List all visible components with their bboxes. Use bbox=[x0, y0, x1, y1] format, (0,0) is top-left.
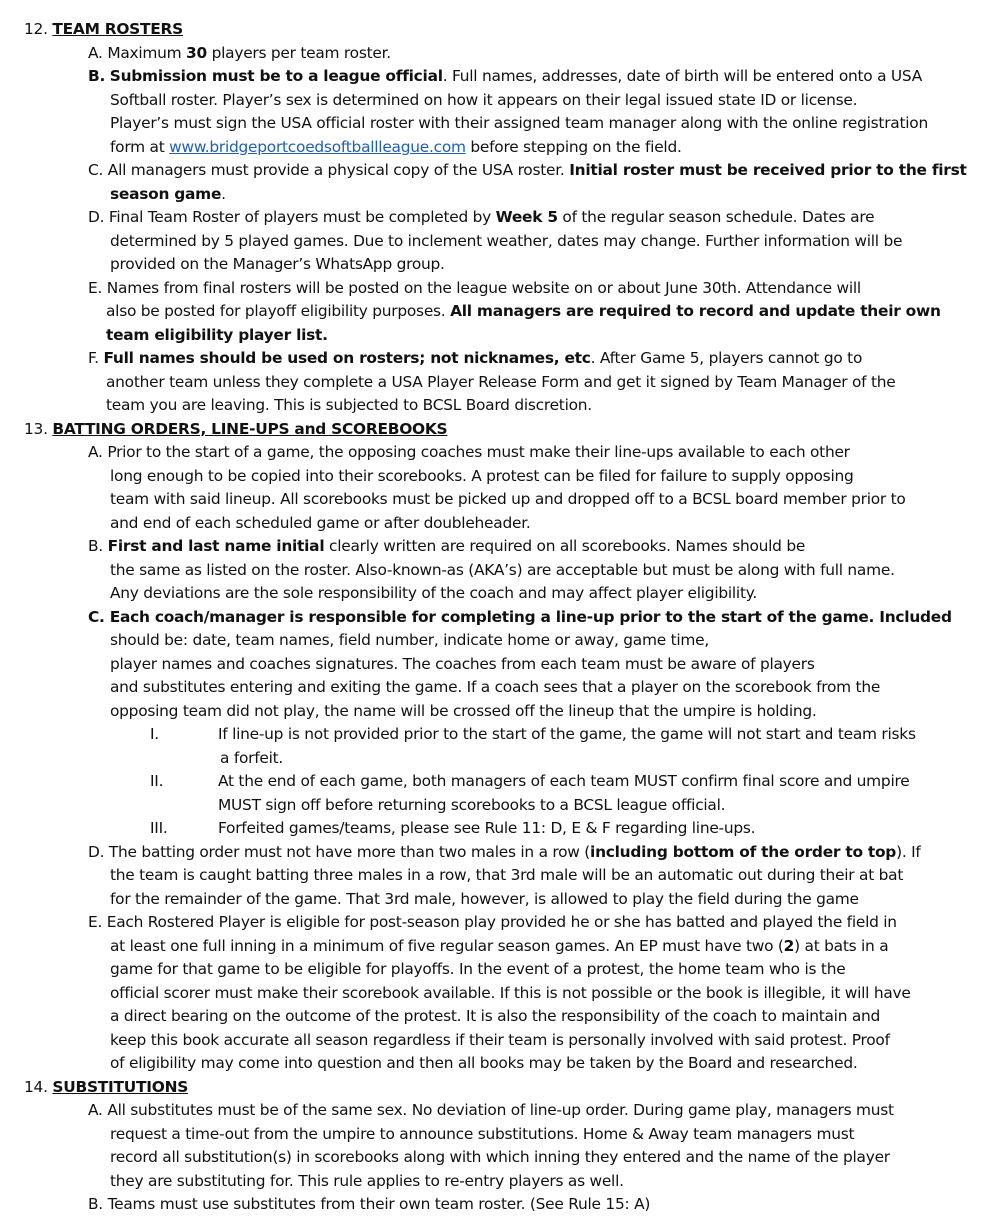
rule-12f-line3: team you are leaving. This is subjected to BCSL Board discretion. bbox=[106, 396, 592, 414]
item-label: E. bbox=[88, 279, 103, 297]
rule-13c-line4: and substitutes entering and exiting the game. If a coach sees that a player on the scorebook from the bbox=[110, 678, 881, 696]
rule-13c-line5: opposing team did not play, the name will be crossed off the lineup that the umpire is holding. bbox=[110, 702, 817, 720]
section-title: SUBSTITUTIONS bbox=[52, 1078, 189, 1096]
rule-13c-iii-line1: Forfeited games/teams, please see Rule 11: D, E & F regarding line-ups. bbox=[218, 819, 756, 837]
rule-13e-line2 bbox=[110, 935, 888, 958]
item-label: B. bbox=[88, 1195, 103, 1213]
rule-text: Each Rostered Player is eligible for post-season play provided he or she has batted and played the field in bbox=[106, 913, 897, 931]
rule-bold-text: Each coach/manager is responsible for completing a line-up prior to the start of the game. Included bbox=[109, 608, 952, 626]
rule-text: at least one full inning in a minimum of five regular season games. An EP must have two ( bbox=[110, 937, 784, 955]
item-label: E. bbox=[88, 913, 103, 931]
section-number: 13. bbox=[24, 420, 48, 438]
rule-text: of the regular season schedule. Dates are bbox=[557, 208, 875, 226]
item-label: D. bbox=[88, 208, 105, 226]
rule-13e-line7: of eligibility may come into question and then all books may be taken by the Board and researched. bbox=[110, 1054, 858, 1072]
section-12-heading bbox=[24, 18, 183, 41]
rule-13d-line2: the team is caught batting three males in a row, that 3rd male will be an automatic out during their at bat bbox=[110, 866, 904, 884]
rule-text: . bbox=[221, 185, 226, 203]
rule-text: Maximum bbox=[107, 44, 187, 62]
rule-13e-line3: game for that game to be eligible for playoffs. In the event of a protest, the home team who is the bbox=[110, 960, 846, 978]
rule-bold-text: team eligibility player list. bbox=[106, 326, 328, 344]
item-label: C. bbox=[88, 161, 104, 179]
rule-12a bbox=[88, 42, 391, 65]
rule-bold-text: including bottom of the order to top bbox=[590, 843, 897, 861]
item-label: F. bbox=[88, 349, 99, 367]
rule-13a-line2: long enough to be copied into their scorebooks. A protest can be filed for failure to supply opposing bbox=[110, 467, 854, 485]
rule-text: before stepping on the field. bbox=[465, 138, 682, 156]
rule-text: Teams must use substitutes from their own team roster. (See Rule 15: A) bbox=[107, 1195, 651, 1213]
rule-text: Names from final rosters will be posted on the league website on or about June 30th. Attendance will bbox=[106, 279, 861, 297]
rule-13d-line3: for the remainder of the game. That 3rd male, however, is allowed to play the field during the game bbox=[110, 890, 859, 908]
rule-bold-text: 2 bbox=[783, 937, 795, 955]
roman-numeral: I. bbox=[150, 725, 159, 743]
section-number: 12. bbox=[24, 20, 48, 38]
roman-numeral: II. bbox=[150, 772, 164, 790]
rule-13c-i-line2: a forfeit. bbox=[220, 749, 284, 767]
rule-14a-line2: request a time-out from the umpire to announce substitutions. Home & Away team managers must bbox=[110, 1125, 855, 1143]
rule-12c-line2 bbox=[110, 183, 226, 206]
rule-text: . Full names, addresses, date of birth will be entered onto a USA bbox=[442, 67, 923, 85]
rule-13c-i-line1: If line-up is not provided prior to the start of the game, the game will not start and team risks bbox=[218, 725, 916, 743]
rule-14b-line1 bbox=[88, 1193, 650, 1216]
rule-bold-text: First and last name initial bbox=[107, 537, 325, 555]
rule-12e-line1 bbox=[88, 277, 861, 300]
rule-bold-text: season game bbox=[110, 185, 222, 203]
league-website-link[interactable]: www.bridgeportcoedsoftballleague.com bbox=[169, 138, 466, 156]
rule-text: All managers must provide a physical copy of the USA roster. bbox=[107, 161, 570, 179]
rule-13b-line3: Any deviations are the sole responsibility of the coach and may affect player eligibility. bbox=[110, 584, 758, 602]
rule-text: form at bbox=[110, 138, 170, 156]
rule-13b-line2: the same as listed on the roster. Also-known-as (AKA’s) are acceptable but must be along with full name. bbox=[110, 561, 895, 579]
rule-12e-line3 bbox=[106, 324, 328, 347]
rule-bold-text: Week 5 bbox=[495, 208, 558, 226]
rule-13d-line1 bbox=[88, 841, 921, 864]
rule-13e-line4: official scorer must make their scorebook available. If this is not possible or the book is illegible, it will have bbox=[110, 984, 911, 1002]
rule-14a-line4: they are substituting for. This rule applies to re-entry players as well. bbox=[110, 1172, 624, 1190]
section-number: 14. bbox=[24, 1078, 48, 1096]
rule-text: also be posted for playoff eligibility purposes. bbox=[106, 302, 451, 320]
rule-bold-text: Initial roster must be received prior to the first bbox=[569, 161, 967, 179]
rule-13a-line3: team with said lineup. All scorebooks must be picked up and dropped off to a BCSL board member prior to bbox=[110, 490, 906, 508]
item-label: C. bbox=[88, 608, 105, 626]
rule-12c-line1 bbox=[88, 159, 967, 182]
rule-12f-line1 bbox=[88, 347, 862, 370]
section-title: BATTING ORDERS, LINE-UPS and SCOREBOOKS bbox=[52, 420, 448, 438]
rule-13c-line2: should be: date, team names, field number, indicate home or away, game time, bbox=[110, 631, 709, 649]
rule-text: Final Team Roster of players must be completed by bbox=[108, 208, 496, 226]
item-label: B. bbox=[88, 67, 106, 85]
rule-12d-line3: provided on the Manager’s WhatsApp group. bbox=[110, 255, 445, 273]
item-label: A. bbox=[88, 1101, 103, 1119]
rule-13c-ii-line2: MUST sign off before returning scorebooks to a BCSL league official. bbox=[218, 796, 726, 814]
rule-13c-ii-line1: At the end of each game, both managers of each team MUST confirm final score and umpire bbox=[218, 772, 910, 790]
rule-13e-line5: a direct bearing on the outcome of the protest. It is also the responsibility of the coach to maintain and bbox=[110, 1007, 881, 1025]
rule-text: . After Game 5, players cannot go to bbox=[590, 349, 863, 367]
section-title: TEAM ROSTERS bbox=[52, 20, 183, 38]
item-label: A. bbox=[88, 44, 103, 62]
section-13-heading bbox=[24, 418, 447, 441]
rule-bold-text: 30 bbox=[186, 44, 207, 62]
rule-text: Prior to the start of a game, the opposing coaches must make their line-ups available to each other bbox=[107, 443, 850, 461]
roman-numeral: III. bbox=[150, 819, 168, 837]
rule-bold-text: All managers are required to record and update their own bbox=[450, 302, 941, 320]
item-label: B. bbox=[88, 537, 103, 555]
rule-12f-line2: another team unless they complete a USA Player Release Form and get it signed by Team Manager of the bbox=[106, 373, 896, 391]
rule-13e-line6: keep this book accurate all season regardless if their team is personally involved with said protest. Proof bbox=[110, 1031, 890, 1049]
item-label: D. bbox=[88, 843, 105, 861]
rule-14a-line1 bbox=[88, 1099, 894, 1122]
rule-14a-line3: record all substitution(s) in scorebooks along with which inning they entered and the name of the player bbox=[110, 1148, 890, 1166]
rule-text: The batting order must not have more than two males in a row ( bbox=[108, 843, 591, 861]
rule-12b-line2: Softball roster. Player’s sex is determined on how it appears on their legal issued state ID or license. bbox=[110, 91, 858, 109]
rule-bold-text: Full names should be used on rosters; not nicknames, etc bbox=[103, 349, 591, 367]
rule-13a-line1 bbox=[88, 441, 850, 464]
rule-text: ). If bbox=[896, 843, 921, 861]
rule-12e-line2 bbox=[106, 300, 941, 323]
rule-12d-line2: determined by 5 played games. Due to inclement weather, dates may change. Further information will be bbox=[110, 232, 903, 250]
rule-13b-line1 bbox=[88, 535, 805, 558]
rule-12b-line4 bbox=[110, 136, 682, 159]
rule-text: players per team roster. bbox=[206, 44, 391, 62]
rule-13a-line4: and end of each scheduled game or after doubleheader. bbox=[110, 514, 531, 532]
rule-13c-line1 bbox=[88, 606, 952, 629]
rule-12b-line3: Player’s must sign the USA official roster with their assigned team manager along with the online registration bbox=[110, 114, 928, 132]
rule-text: clearly written are required on all scorebooks. Names should be bbox=[324, 537, 806, 555]
rule-bold-text: Submission must be to a league official bbox=[109, 67, 443, 85]
rule-13e-line1 bbox=[88, 911, 897, 934]
rule-text: All substitutes must be of the same sex. No deviation of line-up order. During game play, managers must bbox=[107, 1101, 894, 1119]
rule-12b-line1 bbox=[88, 65, 922, 88]
rule-text: ) at bats in a bbox=[794, 937, 889, 955]
item-label: A. bbox=[88, 443, 103, 461]
section-14-heading bbox=[24, 1076, 188, 1099]
rule-12d-line1 bbox=[88, 206, 874, 229]
rule-13c-line3: player names and coaches signatures. The coaches from each team must be aware of players bbox=[110, 655, 815, 673]
